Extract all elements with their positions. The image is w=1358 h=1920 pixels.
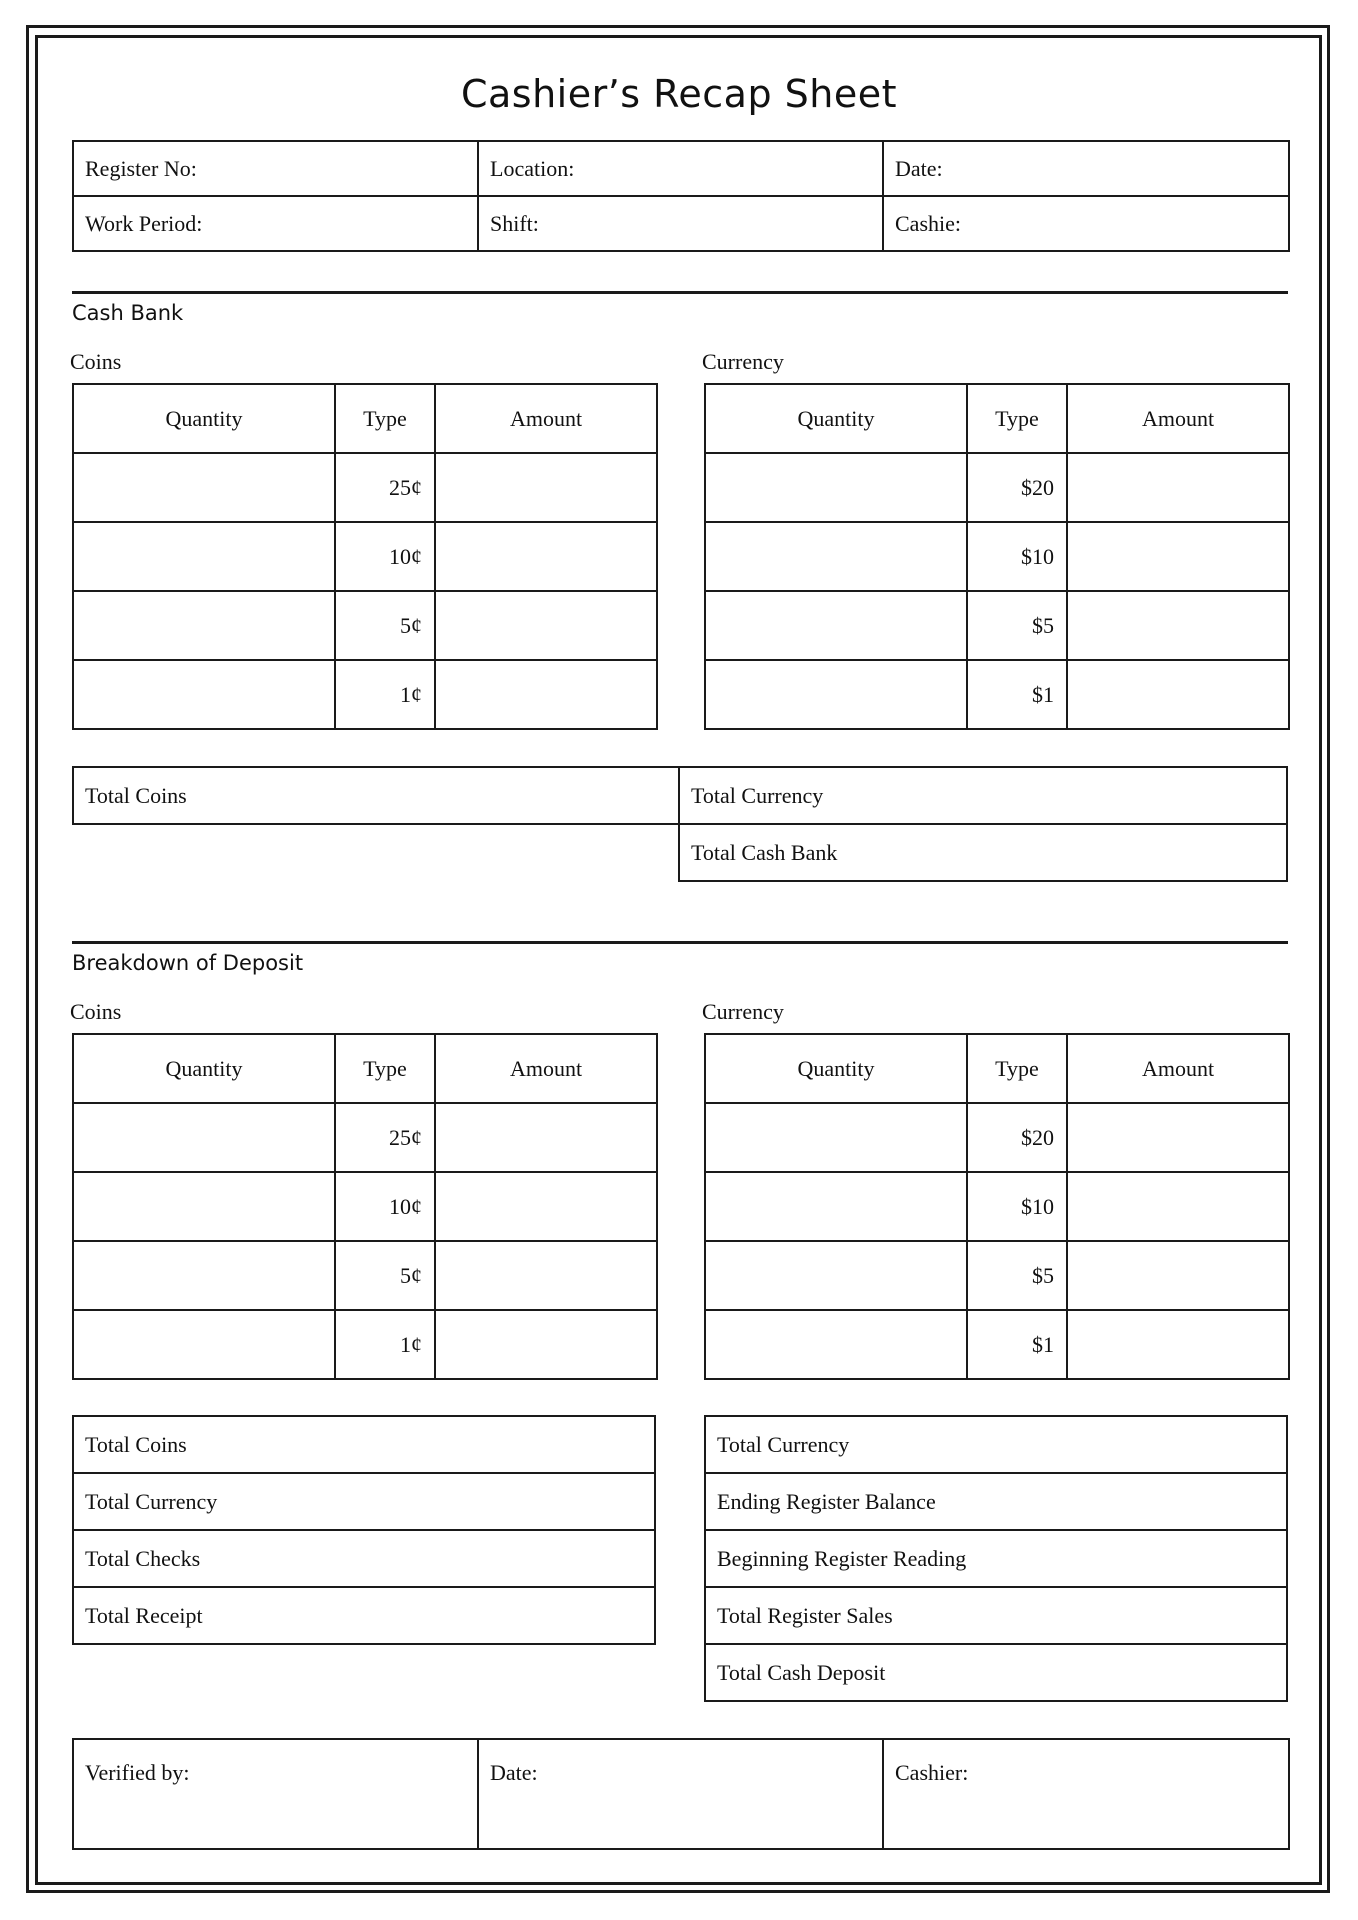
quantity-cell[interactable] <box>73 1172 335 1241</box>
table-row <box>73 1310 657 1379</box>
table-row <box>73 1241 657 1310</box>
column-header-type: Type <box>967 1034 1067 1103</box>
table-row <box>73 1103 657 1172</box>
register-no-field[interactable]: Register No: <box>73 141 478 196</box>
column-header-quantity: Quantity <box>705 384 967 453</box>
amount-cell[interactable] <box>1067 660 1289 729</box>
amount-cell[interactable] <box>1067 453 1289 522</box>
type-cell: $10 <box>967 1172 1067 1241</box>
header-info-table <box>72 140 1290 252</box>
total-cash-deposit-field[interactable]: Total Cash Deposit <box>705 1644 1287 1701</box>
table-row <box>705 1241 1289 1310</box>
type-cell: $1 <box>967 1310 1067 1379</box>
total-checks-field[interactable]: Total Checks <box>73 1530 655 1587</box>
column-header-quantity: Quantity <box>73 384 335 453</box>
table-row <box>705 522 1289 591</box>
type-cell: 1¢ <box>335 1310 435 1379</box>
table-row <box>705 1310 1289 1379</box>
deposit-left-totals-table <box>72 1415 656 1645</box>
quantity-cell[interactable] <box>73 453 335 522</box>
cash-bank-total-currency-table <box>678 766 1288 882</box>
amount-cell[interactable] <box>435 591 657 660</box>
amount-cell[interactable] <box>1067 591 1289 660</box>
quantity-cell[interactable] <box>705 660 967 729</box>
amount-cell[interactable] <box>1067 1241 1289 1310</box>
signature-table <box>72 1738 1290 1850</box>
cash-bank-currency-label: Currency <box>702 349 784 374</box>
quantity-cell[interactable] <box>73 522 335 591</box>
type-cell: $1 <box>967 660 1067 729</box>
column-header-amount: Amount <box>435 384 657 453</box>
shift-field[interactable]: Shift: <box>478 196 883 251</box>
cashie-field[interactable]: Cashie: <box>883 196 1289 251</box>
table-row <box>705 1172 1289 1241</box>
type-cell: $5 <box>967 591 1067 660</box>
deposit-right-totals-table <box>704 1415 1288 1702</box>
table-row <box>705 660 1289 729</box>
amount-cell[interactable] <box>435 522 657 591</box>
type-cell: 10¢ <box>335 522 435 591</box>
total-currency-field[interactable]: Total Currency <box>679 767 1287 824</box>
table-row <box>705 591 1289 660</box>
column-header-type: Type <box>335 384 435 453</box>
location-field[interactable]: Location: <box>478 141 883 196</box>
section-divider <box>72 291 1288 294</box>
section-divider <box>72 941 1288 944</box>
type-cell: 5¢ <box>335 591 435 660</box>
total-cash-bank-field[interactable]: Total Cash Bank <box>679 824 1287 881</box>
signature-date-field[interactable]: Date: <box>478 1739 883 1849</box>
deposit-coins-label: Coins <box>70 999 122 1024</box>
quantity-cell[interactable] <box>705 1241 967 1310</box>
type-cell: 5¢ <box>335 1241 435 1310</box>
page-title: Cashier’s Recap Sheet <box>460 72 898 116</box>
amount-cell[interactable] <box>1067 1172 1289 1241</box>
total-register-sales-field[interactable]: Total Register Sales <box>705 1587 1287 1644</box>
amount-cell[interactable] <box>1067 1310 1289 1379</box>
quantity-cell[interactable] <box>705 591 967 660</box>
cash-bank-title: Cash Bank <box>72 301 184 325</box>
column-header-amount: Amount <box>1067 1034 1289 1103</box>
cash-bank-total-coins-table <box>72 766 680 825</box>
total-coins-field[interactable]: Total Coins <box>73 1416 655 1473</box>
amount-cell[interactable] <box>1067 522 1289 591</box>
quantity-cell[interactable] <box>705 1103 967 1172</box>
column-header-quantity: Quantity <box>705 1034 967 1103</box>
type-cell: $20 <box>967 453 1067 522</box>
deposit-title: Breakdown of Deposit <box>72 951 304 975</box>
amount-cell[interactable] <box>435 1310 657 1379</box>
quantity-cell[interactable] <box>73 660 335 729</box>
deposit-currency-label: Currency <box>702 999 784 1024</box>
quantity-cell[interactable] <box>73 1310 335 1379</box>
amount-cell[interactable] <box>435 453 657 522</box>
ending-register-balance-field[interactable]: Ending Register Balance <box>705 1473 1287 1530</box>
deposit-currency-table <box>704 1033 1290 1380</box>
table-row <box>73 1172 657 1241</box>
quantity-cell[interactable] <box>73 1241 335 1310</box>
quantity-cell[interactable] <box>705 453 967 522</box>
total-coins-field[interactable]: Total Coins <box>73 767 679 824</box>
quantity-cell[interactable] <box>705 1172 967 1241</box>
total-currency-field[interactable]: Total Currency <box>73 1473 655 1530</box>
type-cell: $10 <box>967 522 1067 591</box>
type-cell: 25¢ <box>335 453 435 522</box>
column-header-type: Type <box>335 1034 435 1103</box>
verified-by-field[interactable]: Verified by: <box>73 1739 478 1849</box>
table-row <box>705 453 1289 522</box>
column-header-amount: Amount <box>1067 384 1289 453</box>
table-row <box>73 660 657 729</box>
amount-cell[interactable] <box>435 1103 657 1172</box>
table-row <box>73 453 657 522</box>
table-row <box>73 591 657 660</box>
total-receipt-field[interactable]: Total Receipt <box>73 1587 655 1644</box>
amount-cell[interactable] <box>435 1241 657 1310</box>
type-cell: $5 <box>967 1241 1067 1310</box>
beginning-register-reading-field[interactable]: Beginning Register Reading <box>705 1530 1287 1587</box>
amount-cell[interactable] <box>435 660 657 729</box>
deposit-coins-table <box>72 1033 658 1380</box>
cash-bank-coins-label: Coins <box>70 349 122 374</box>
date-field[interactable]: Date: <box>883 141 1289 196</box>
table-row <box>705 1103 1289 1172</box>
quantity-cell[interactable] <box>73 591 335 660</box>
table-row <box>73 522 657 591</box>
type-cell: $20 <box>967 1103 1067 1172</box>
type-cell: 25¢ <box>335 1103 435 1172</box>
quantity-cell[interactable] <box>73 1103 335 1172</box>
type-cell: 10¢ <box>335 1172 435 1241</box>
column-header-amount: Amount <box>435 1034 657 1103</box>
column-header-quantity: Quantity <box>73 1034 335 1103</box>
cash-bank-coins-table <box>72 383 658 730</box>
work-period-field[interactable]: Work Period: <box>73 196 478 251</box>
amount-cell[interactable] <box>435 1172 657 1241</box>
quantity-cell[interactable] <box>705 1310 967 1379</box>
total-currency-field[interactable]: Total Currency <box>705 1416 1287 1473</box>
type-cell: 1¢ <box>335 660 435 729</box>
cash-bank-currency-table <box>704 383 1290 730</box>
quantity-cell[interactable] <box>705 522 967 591</box>
signature-cashier-field[interactable]: Cashier: <box>883 1739 1289 1849</box>
column-header-type: Type <box>967 384 1067 453</box>
amount-cell[interactable] <box>1067 1103 1289 1172</box>
